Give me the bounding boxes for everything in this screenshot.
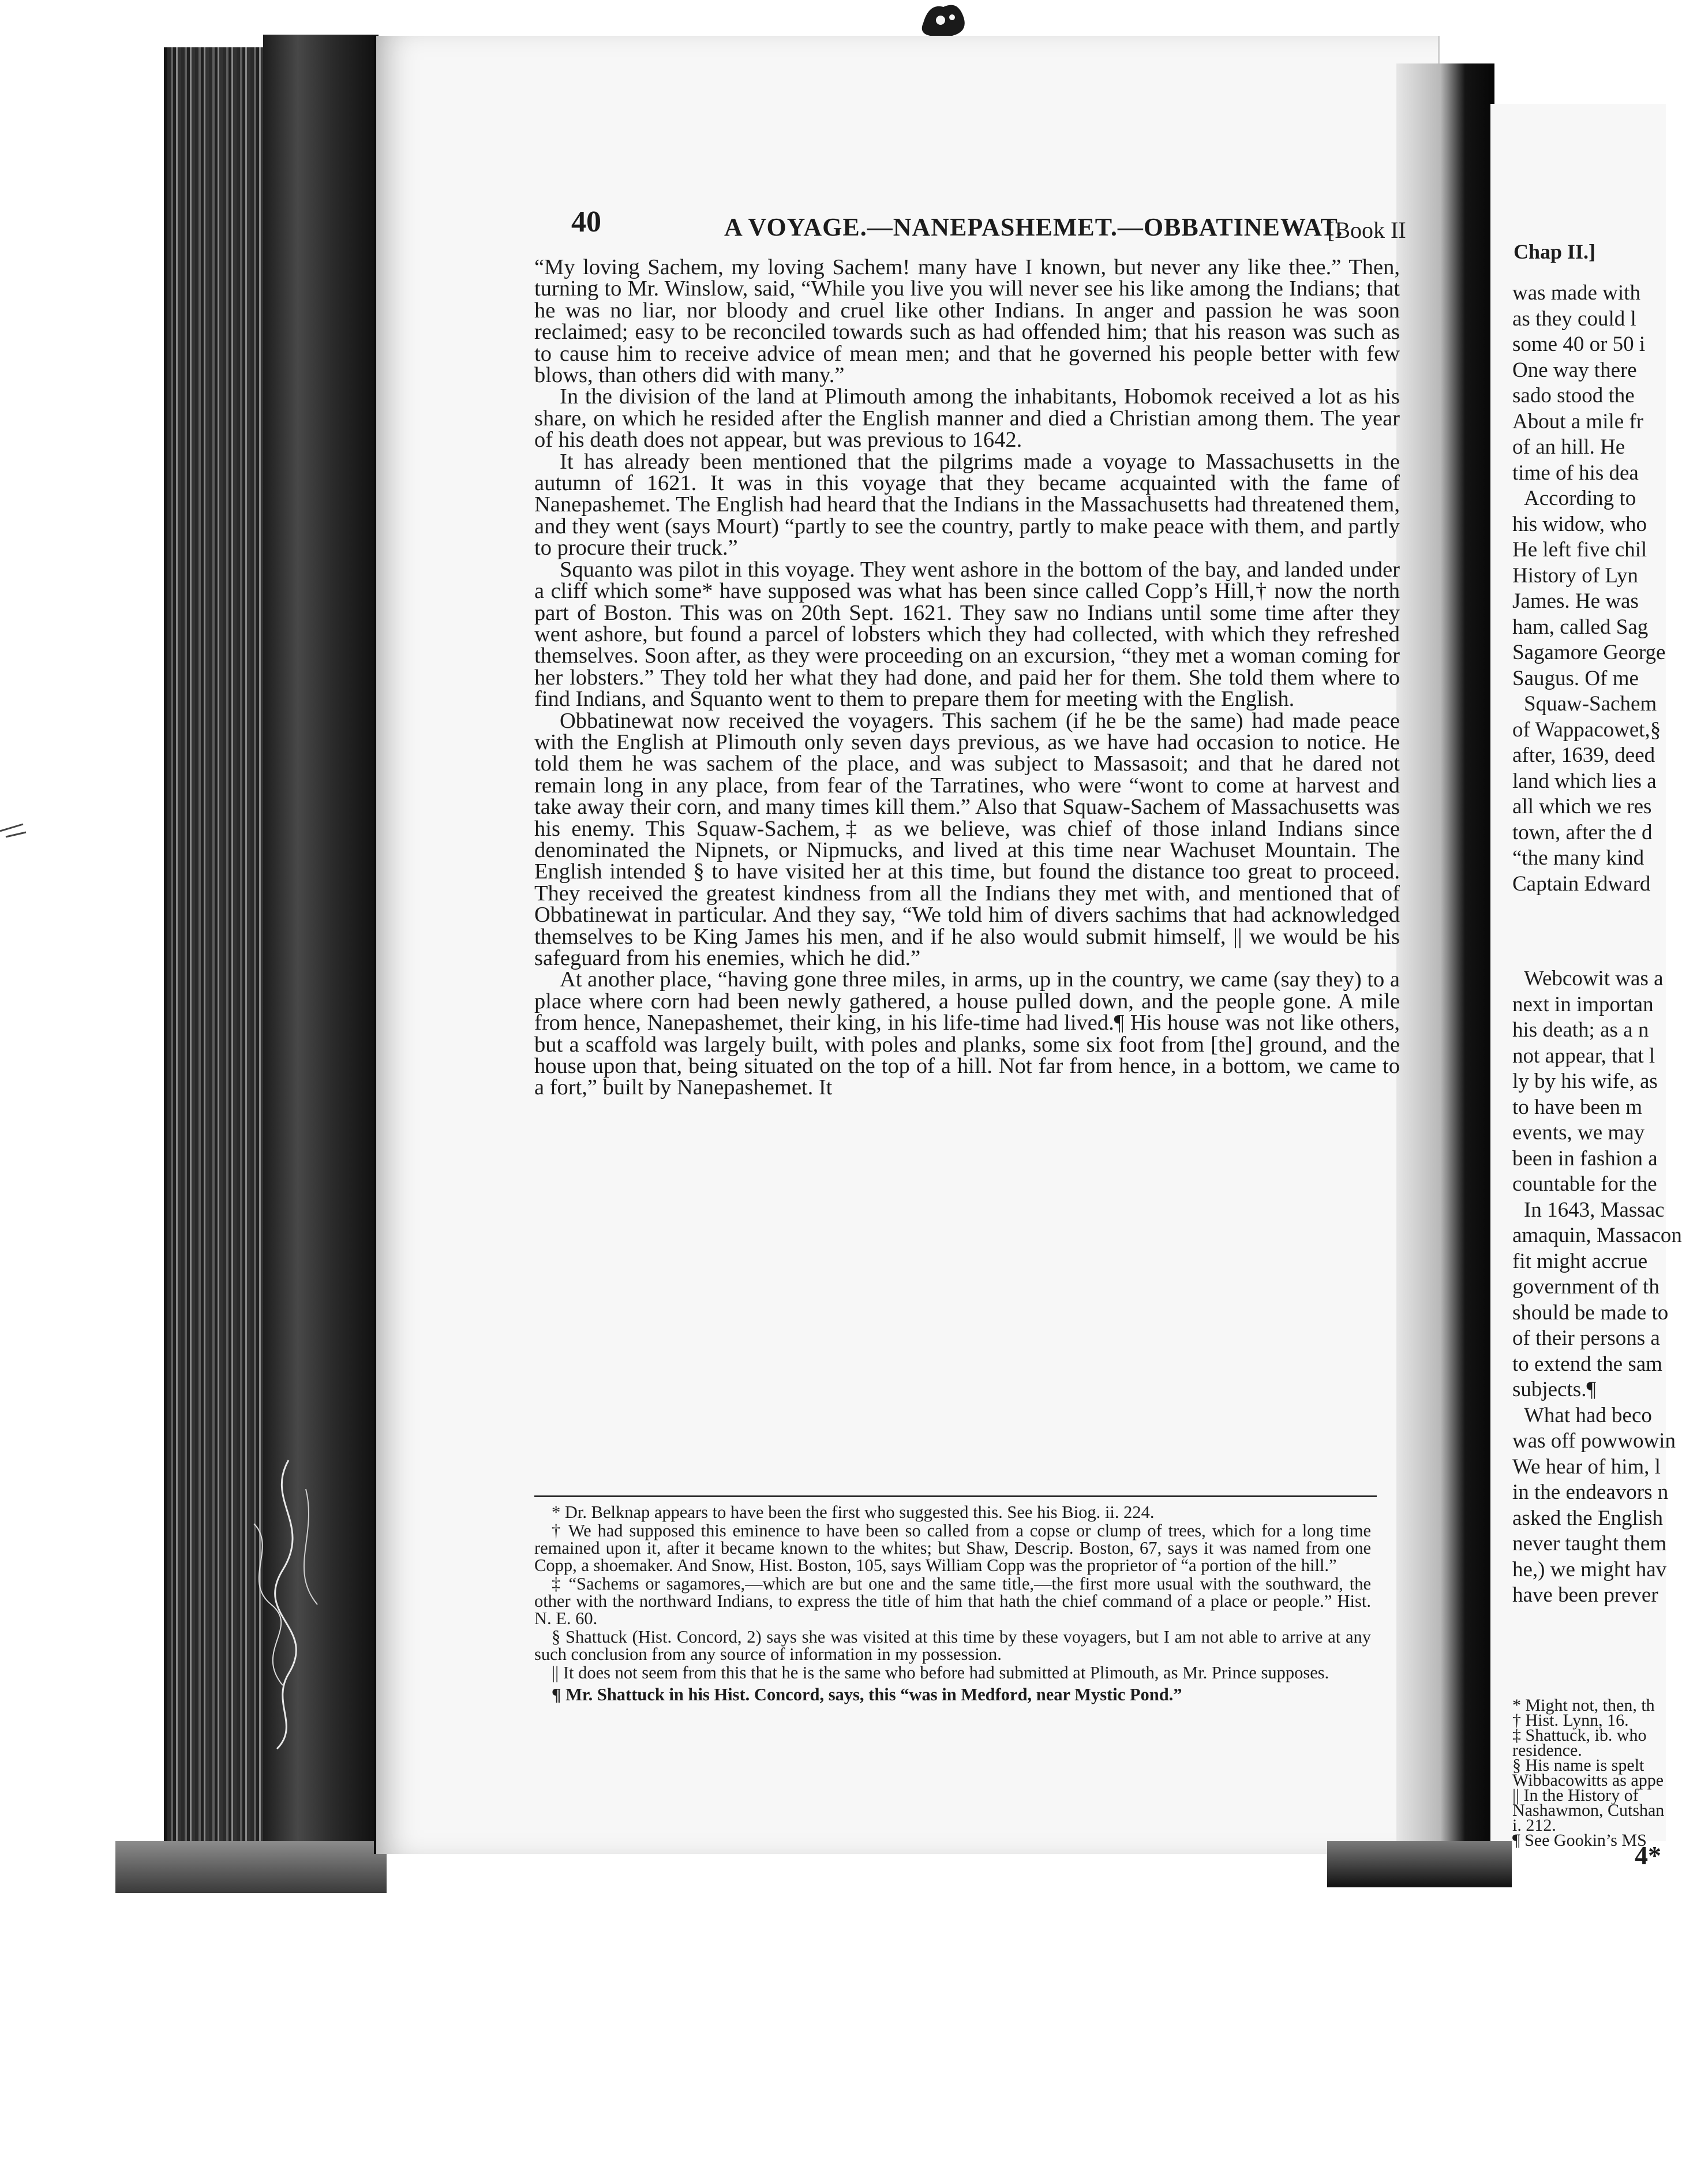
right-page-line: events, we may [1512,1121,1645,1145]
footnote: || It does not seem from this that he is the same who before had submitted at Plimouth, as Mr. Prince supposes. [552,1663,1329,1682]
right-page-line: Saugus. Of me [1512,666,1639,690]
right-page-line: to extend the sam [1512,1352,1662,1376]
gutter-bottom-shadow [1327,1841,1512,1887]
right-page-note: * Might not, then, th [1512,1696,1655,1715]
right-page-line: countable for the [1512,1172,1657,1196]
right-page-line: subjects.¶ [1512,1378,1597,1401]
right-page-note: Wibbacowitts as appe [1512,1771,1664,1790]
footnote: § Shattuck (Hist. Concord, 2) says she was visited at this time by these voyagers, but I am not able to arrive at any such conclusion from any source of information in my possession. [534,1627,1371,1664]
paragraph: Squanto was pilot in this voyage. They went ashore in the bottom of the bay, and landed under a cliff which some* have supposed was what has been since called Copp’s Hill,† now the north part of Boston. This was on 20th Sept. 1621. They saw no Indians until some time after they went ashore, but found a parcel of lobsters which they had collected, with which they refreshed themselves. Soon after, as they were proceeding on an excursion, “they met a woman coming for her lobsters.” They told her what they had done, and paid her for them. She told them where to find Indians, and Squanto went to them to prepare them for meeting with the English. [534,557,1400,712]
right-page-line: “the many kind [1512,846,1644,870]
paragraph: It has already been mentioned that the pilgrims made a voyage to Massachusetts in the autumn of 1621. It was in this voyage that they became acquainted with the fame of Nanepashemet. The English had heard that the Indians in the Massachusetts had threatened them, and they went (says Mourt) “partly to see the country, partly to make peace with them, and partly to procure their truck.” [534,449,1400,560]
right-page-note: i. 212. [1512,1816,1556,1835]
right-page-line: About a mile fr [1512,409,1644,433]
right-page-line: We hear of him, l [1512,1454,1661,1479]
right-page-line: after, 1639, deed [1512,743,1655,767]
margin-mark-icon [0,820,35,843]
right-page-line: James. He was [1512,589,1639,613]
paragraph: At another place, “having gone three miles, in arms, up in the country, we came (say they) to a place where corn had been newly gathered, a house pulled down, and the people gone. A mile from hence, Nanepashemet, their king, in his life-time had lived.¶ His house was not like others, but a scaffold was largely built, with poles and planks, some six foot from [the] ground, and the house upon that, being situated on the top of a hill. Not far from hence, in a bottom, we came to a fort,” built by Nanepashemet. It [534,967,1400,1100]
right-page-line: land which lies a [1512,769,1657,793]
right-page-note: Nashawmon, Cutshan [1512,1801,1665,1820]
paragraph: Obbatinewat now received the voyagers. This sachem (if he be the same) had made peace with the English at Plimouth only seven days previous, as we have had occasion to notice. He told them he was sachem of the place, and was subject to Massasoit; and that he dared not remain long in any place, from fear of the Tarratines, who were “wont to come at harvest and take away their corn, and many times kill them.” Also that Squaw-Sachem of Massachusetts was his enemy. This Squaw-Sachem,‡ as we believe, was chief of those inland Indians since denominated the Nipnets, or Nipmucks, and lived at this time near Wachuset Mountain. The English intended § to have visited her at this time, but found the distance too great to proceed. They received the greatest kindness from all the Indians they met with, and mentioned that of Obbatinewat in particular. And they say, “We told him of divers sachims that had acknowledged themselves to be King James his men, and if he also would submit himself, || we would be his safeguard from his enemies, which he did.” [534,708,1400,970]
right-page-line: of their persons a [1512,1326,1660,1350]
book-label: [Book II [1327,217,1406,243]
right-page-line: was off powwowin [1512,1429,1676,1453]
right-page-line: should be made to [1512,1300,1669,1325]
right-page-line: never taught them [1512,1532,1667,1555]
right-page-header: Chap II.] [1514,240,1596,263]
right-page-line: fit might accrue [1512,1249,1648,1273]
paragraph: “My loving Sachem, my loving Sachem! many have I known, but never any like thee.” Then, turning to Mr. Winslow, said, “While you live you will never see his like among the Indians; that he was no liar, nor bloody and cruel like other Indians. In anger and passion he was soon reclaimed; easy to be reconciled towards such as had offended him; that his reason was such as to cause him to receive advice of mean men; and that he governed his people better with few blows, than others did with many.” [534,255,1400,388]
right-page-note: || In the History of [1512,1786,1639,1805]
right-page-line: government of th [1512,1275,1659,1299]
footnotes [534,1504,1371,1704]
right-page [1489,104,1682,1870]
right-page-line: Webcowit was a [1524,967,1664,990]
right-page-line: all which we res [1512,795,1652,818]
footnote: * Dr. Belknap appears to have been the first who suggested this. See his Biog. ii. 224. [552,1502,1155,1522]
body-text [534,257,1400,1099]
right-page-line: have been prever [1512,1583,1658,1607]
right-page-line: ly by his wife, as [1512,1069,1658,1093]
right-page-line: was made with [1512,281,1640,305]
footnote: † We had supposed this eminence to have been so called from a copse or clump of trees, which for a long time remained upon it, after it became known to the whites; but Shaw, Descrip. Boston, 67, says it was named from one Copp, a shoemaker. And Snow, Hist. Boston, 105, says William Copp was the proprietor of “a portion of the hill.” [534,1521,1371,1575]
signature-mark: 4* [1635,1841,1661,1870]
running-head: A VOYAGE.—NANEPASHEMET.—OBBATINEWAT. [724,213,1343,241]
footnote: ¶ Mr. Shattuck in his Hist. Concord, says, this “was in Medford, near Mystic Pond.” [552,1685,1182,1704]
right-page-line: been in fashion a [1512,1146,1658,1170]
right-page-note: ‡ Shattuck, ib. who [1512,1726,1647,1745]
right-page-line: as they could l [1512,306,1636,331]
right-page-line: time of his dea [1512,461,1639,485]
right-page-note: † Hist. Lynn, 16. [1512,1711,1629,1730]
right-page-line: Squaw-Sachem [1524,692,1657,716]
page-number: 40 [571,205,601,238]
right-page-line: town, after the d [1512,820,1653,844]
right-page-line: of Wappacowet,§ [1512,717,1661,742]
right-page-line: not appear, that l [1512,1044,1655,1068]
right-page-line: He left five chil [1512,538,1647,562]
right-page-line: of an hill. He [1512,435,1625,459]
right-page-note: residence. [1512,1741,1582,1760]
right-page-note: ¶ See Gookin’s MS [1512,1831,1647,1850]
right-page-line: to have been m [1512,1095,1642,1119]
right-page-line: Captain Edward [1512,872,1651,896]
right-page-line: sado stood the [1512,384,1635,407]
right-page-line: Sagamore George [1512,641,1666,664]
right-page-line: his death; as a n [1512,1018,1649,1042]
right-page-line: ham, called Sag [1512,615,1649,639]
right-page-line: some 40 or 50 i [1512,332,1646,356]
right-page-line: next in importan [1512,992,1654,1016]
right-page-note: § His name is spelt [1512,1756,1644,1775]
right-page-line: In 1643, Massac [1524,1198,1665,1222]
right-page-line: According to [1524,487,1636,510]
right-page-line: in the endeavors n [1512,1480,1669,1504]
book-gutter [1396,63,1494,1870]
footnote-rule [534,1495,1377,1497]
right-page-line: One way there [1512,358,1637,382]
book-edge-bottom [115,1841,387,1893]
pencil-scrawl-icon [219,1454,346,1755]
right-page-line: amaquin, Massacon [1512,1224,1682,1247]
paragraph: In the division of the land at Plimouth among the inhabitants, Hobomok received a lot as his share, on which he resided after the English manner and died a Christian among them. The year of his death does not appear, but was previous to 1642. [534,384,1400,452]
footnote: ‡ “Sachems or sagamores,—which are but one and the same title,—the first more usual with the southward, the other with the northward Indians, to express the title of him that hath the chief command of a place or people.” Hist. N. E. 60. [534,1574,1371,1628]
page-header [571,205,1414,251]
right-page-line: asked the English [1512,1506,1664,1530]
right-page-line: his widow, who [1512,512,1647,536]
right-page-line: he,) we might hav [1512,1557,1667,1581]
right-page-line: History of Lyn [1512,563,1638,588]
right-page-line: What had beco [1524,1403,1652,1427]
